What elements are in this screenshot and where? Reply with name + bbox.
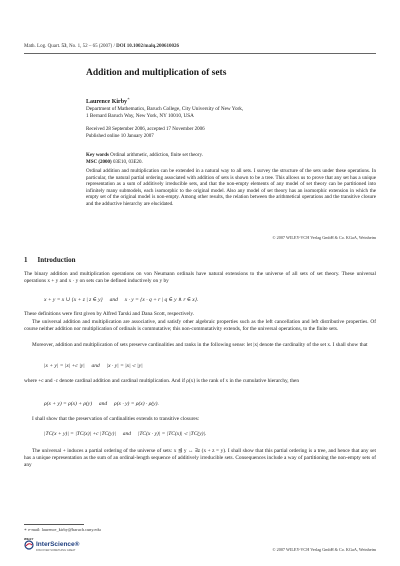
footnote-rule [24, 524, 84, 525]
equation-definitions: x + y = x ∪ {x + z | z ∈ y} and x · y = {x · q + r | q ∈ y ∧ r ∈ x}. [44, 297, 199, 303]
interscience-tagline: DISCOVER SOMETHING GREAT [36, 549, 76, 552]
journal-header [24, 44, 376, 49]
journal-volume: 53 [61, 44, 67, 49]
journal-name: Math. Log. Quart. [24, 44, 61, 49]
interscience-brand: InterScience® [36, 541, 80, 548]
published-date: Published online 10 January 2007 [86, 133, 154, 139]
intro-paragraph-1: The binary addition and multiplication operations on von Neumann ordinals have natural extensions to the universe of all sets of set theory. These universal operations x + y and x · y on sets can be defined inductively on y by [24, 271, 376, 285]
section-heading [24, 256, 76, 264]
section-number: 1 [24, 256, 28, 264]
equation-cardinality: |x + y| = |x| +c |y| and |x · y| = |x| ·c |y| [44, 363, 143, 369]
equation-rank: ρ(x + y) = ρ(x) + ρ(y) and ρ(x · y) = ρ(x) · ρ(y). [44, 401, 159, 407]
received-date: Received 28 September 2006, accepted 17 November 2006 [86, 127, 205, 132]
intro-paragraph-5: where +c and ·c denote cardinal addition and cardinal multiplication. And if ρ(x) is the rank of x in the cumulative hierarchy, then [24, 378, 300, 384]
intro-paragraph-6: I shall show that the preservation of cardinalities extends to transitive closures: [32, 416, 200, 422]
page-copyright: © 2007 WILEY-VCH Verlag GmbH & Co. KGaA, Weinheim [272, 547, 376, 552]
journal-issue-pages: , No. 1, 52 – 65 (2007) / [66, 44, 115, 49]
article-title: Addition and multiplication of sets [86, 68, 227, 78]
abstract-copyright: © 2007 WILEY-VCH Verlag GmbH & Co. KGaA, Weinheim [272, 235, 376, 240]
section-title: Introduction [37, 256, 76, 264]
interscience-logo-icon [24, 540, 34, 550]
keywords-label: Key words [86, 153, 109, 158]
affiliation-line-1: Department of Mathematics, Baruch College, City University of New York, [86, 106, 244, 112]
author-line [86, 96, 130, 105]
keywords-block [86, 153, 376, 166]
author-name: Laurence Kirby [86, 99, 128, 105]
affiliation-line-2: 1 Bernard Baruch Way, New York, NY 10010, USA [86, 113, 194, 119]
wiley-wordmark: WILEY [24, 537, 34, 541]
intro-paragraph-3: The universal addition and multiplication are associative, and satisfy other algebraic properties such as the left cancellation and left distributive properties. Of course neither addition nor multiplication of ordinals is commutative; this non-commutativity extends, for the universal operations, to the finite sets. [24, 319, 376, 333]
article-dates [86, 127, 205, 140]
footnote-email: ∗ e-mail: laurence_kirby@baruch.cuny.edu [24, 527, 101, 532]
equation-transitive-closure: |TC(x + y)| = |TC(x)| +c |TC(y)| and |TC(x · y)| = |TC(x)| ·c |TC(y)|. [44, 431, 207, 437]
keywords-text: Ordinal arithmetic, addiction, finite set theory. [110, 153, 203, 158]
intro-paragraph-4: Moreover, addition and multiplication of sets preserve cardinalities and ranks in the following sense: let |x| denote the cardinality of the set x. I shall show that [32, 342, 368, 348]
journal-doi: DOI 10.1002/malq.200610026 [116, 44, 180, 49]
msc-label: MSC (2000) [86, 159, 112, 165]
header-rule [24, 53, 376, 54]
author-footnote-mark: ∗ [127, 96, 130, 101]
abstract: Ordinal addition and multiplication can be extended in a natural way to all sets. I survey the structure of the sets under these operations. In particular, the natural partial ordering associated with addition of sets is shown to be a tree. This allows us to prove that any set has a unique representation as a sum of additively irreducible sets, and that the non-empty elements of any model of set theory can be partitioned into infinitely many submodels, each isomorphic to the original model. Also any model of set theory has an isomorphic extension in which the empty set of the original model is non-empty. Among other results, the relation between the arithmetical operations and the transitive closure and the adductive hierarchy are elucidated. [86, 168, 376, 207]
affiliation [86, 106, 376, 120]
intro-paragraph-7: The universal + induces a partial ordering of the universe of sets: x ⊴ y ↔ ∃z (x + z = y). I shall show that this partial ordering is a tree, and hence that any set has a unique representation as the sum of an ordinal-length sequence of additively irreducible sets. Consequences include a way of partitioning the non-empty sets of any [24, 448, 376, 469]
msc-text: 03E10, 03E20. [112, 159, 143, 165]
intro-paragraph-2: These definitions were first given by Alfred Tarski and Dana Scott, respectively. [24, 311, 194, 317]
